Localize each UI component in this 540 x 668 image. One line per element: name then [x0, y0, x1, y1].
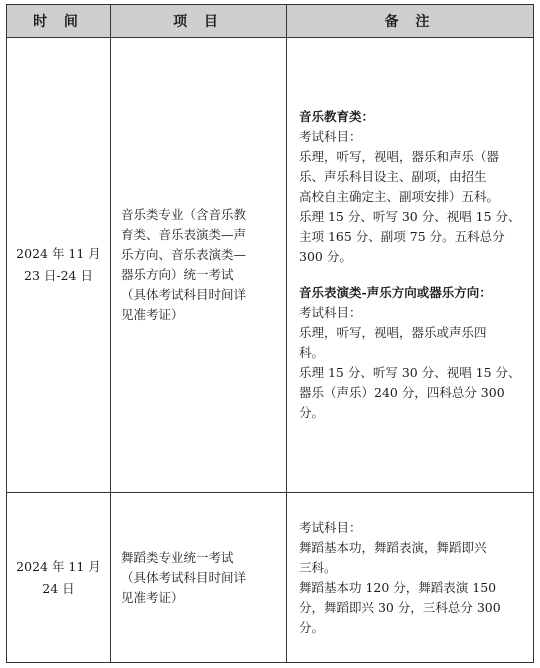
time-cell	[7, 493, 111, 663]
note-line: 舞蹈基本功，舞蹈表演，舞蹈即兴	[299, 539, 487, 555]
note-line: 乐理 15 分、听写 30 分、视唱 15 分、	[299, 209, 521, 224]
project-line: 见准考证）	[121, 307, 184, 322]
notes-cell	[287, 38, 534, 493]
project-line: 舞蹈类专业统一考试	[121, 549, 234, 565]
note-line: 高校自主确定主、副项安排）五科。	[299, 189, 500, 204]
project-line: 音乐类专业（含音乐教	[121, 207, 247, 222]
note-line: 主项 165 分、副项 75 分。五科总分	[299, 229, 505, 244]
note-line: 乐理，听写，视唱，器乐和声乐（器	[299, 149, 500, 164]
project-cell	[111, 38, 287, 493]
note-line: 舞蹈基本功 120 分，舞蹈表演 150	[299, 579, 497, 595]
project-line: 见准考证）	[121, 589, 184, 605]
note-line: 考试科目：	[299, 519, 362, 535]
table-row-music	[7, 38, 534, 493]
schedule-table	[6, 4, 534, 663]
note-line: 三科。	[299, 559, 337, 575]
project-line: 乐方向、音乐表演类—	[121, 247, 247, 262]
time-line: 24 日	[42, 580, 75, 596]
project-line: （具体考试科目时间详	[121, 287, 247, 302]
time-line: 23 日-24 日	[24, 268, 93, 283]
note-line: 300 分。	[299, 249, 352, 264]
project-line: 育类、音乐表演类—声	[121, 227, 247, 242]
time-line: 2024 年 11 月	[16, 246, 101, 261]
project-line: （具体考试科目时间详	[121, 569, 247, 585]
section-title: 音乐表演类-声乐方向或器乐方向：	[299, 285, 492, 300]
note-line: 科。	[299, 345, 325, 360]
note-line: 考试科目：	[299, 129, 362, 144]
note-line: 考试科目：	[299, 305, 362, 320]
note-line: 分。	[299, 619, 325, 635]
note-line: 乐理，听写，视唱，器乐或声乐四	[299, 325, 487, 340]
notes-cell	[287, 493, 534, 663]
project-cell	[111, 493, 287, 663]
note-line: 乐、声乐科目设主、副项，由招生	[299, 169, 487, 184]
header-row	[7, 5, 534, 38]
note-line: 器乐（声乐）240 分，四科总分 300	[299, 385, 505, 400]
note-line: 分，舞蹈即兴 30 分，三科总分 300	[299, 599, 501, 615]
time-cell	[7, 38, 111, 493]
note-line: 乐理 15 分、听写 30 分、视唱 15 分、	[299, 365, 521, 380]
section-title: 音乐教育类：	[299, 109, 375, 124]
table-row-dance	[7, 493, 534, 663]
header-notes: 备 注	[287, 5, 534, 38]
header-time: 时 间	[7, 5, 111, 38]
note-line: 分。	[299, 405, 325, 420]
project-line: 器乐方向）统一考试	[121, 267, 234, 282]
time-line: 2024 年 11 月	[16, 558, 101, 574]
header-project: 项 目	[111, 5, 287, 38]
